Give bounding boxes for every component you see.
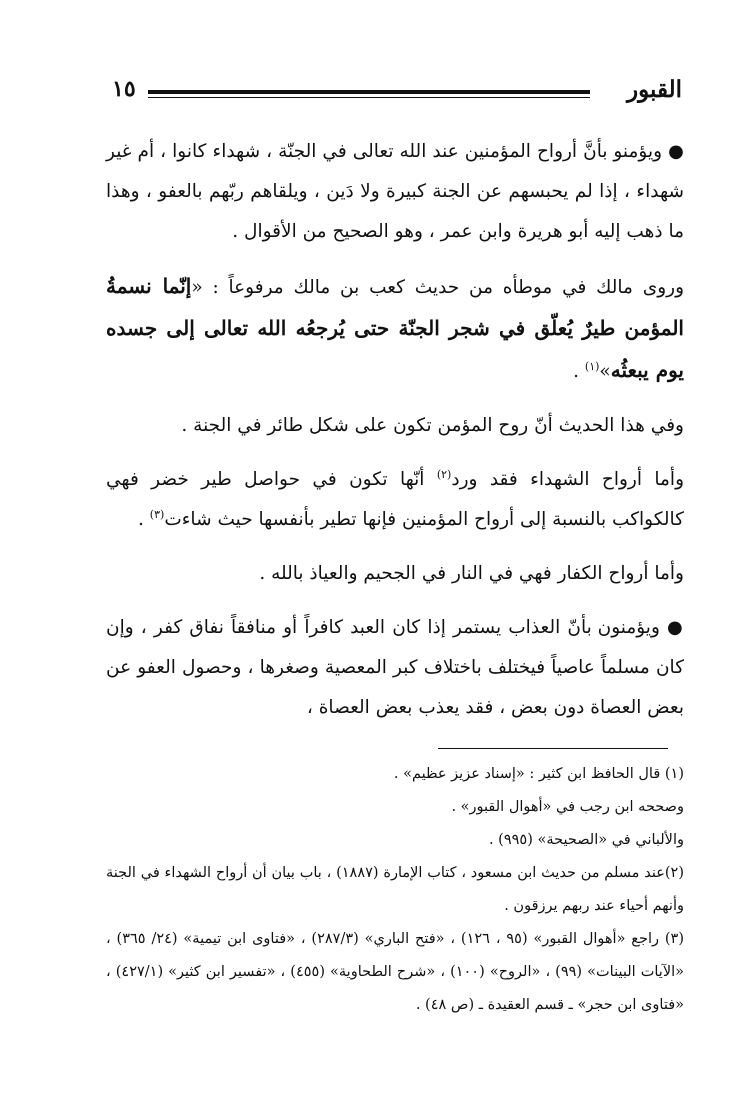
bullet-icon: ● — [667, 617, 685, 638]
paragraph-2-intro: وروى مالك في موطأه من حديث كعب بن مالك مرفوعاً : « — [191, 277, 684, 298]
header-rule — [148, 90, 590, 94]
paragraph-1-text: ويؤمنو بأنَّ أرواح المؤمنين عند الله تعالى في الجنّة ، شهداء كانوا ، أم غير شهداء ، إذا لم يحبسهم عن الجنة كبيرة ولا دَين ، ويلقاهم ربّهم بالعفو ، وهذا ما ذهب إليه أبو هريرة وابن عمر ، وهو الصحيح من الأقوال . — [106, 141, 684, 242]
paragraph-3-text: وفي هذا الحديث أنّ روح المؤمن تكون على شكل طائر في الجنة . — [181, 415, 684, 436]
footnote-ref-3: (٣) — [149, 507, 165, 521]
paragraph-5-text: وأما أرواح الكفار فهي في النار في الجحيم والعياذ بالله . — [259, 563, 684, 584]
bullet-icon: ● — [668, 141, 684, 162]
footnote-ref-2: (٢) — [436, 467, 452, 481]
footnotes — [106, 758, 684, 1022]
hadith-quote: إنّما نسمةُ المؤمن طيرٌ يُعلّق في شجر الجنّة حتى يُرجعُه الله تعالى إلى جسده يوم يبعثُه — [106, 274, 684, 382]
paragraph-2-end: . — [573, 361, 585, 382]
header-rule-thin — [148, 97, 590, 98]
paragraph-5 — [106, 554, 684, 594]
footnote-1a: (١) قال الحافظ ابن كثير : «إسناد عزيز عظيم» . — [393, 766, 684, 782]
paragraph-4 — [106, 460, 684, 540]
page-number: ١٥ — [112, 76, 136, 102]
paragraph-1 — [106, 132, 684, 252]
page-header — [112, 76, 682, 110]
footnote-3: (٣) راجع «أهوال القبور» (٩٥ ، ١٢٦) ، «فتح الباري» (٢٨٧/٣) ، «فتاوى ابن تيمية» (٢٤/ ٣٦٥) ، «الآيات البينات» (٩٩) ، «الروح» (١٠٠) ، «شرح الطحاوية» (٤٥٥) ، «تفسير ابن كثير» (٤٢٧/١) ، «فتاوى ابن حجر» ـ قسم العقيدة ـ (ص ٤٨) . — [106, 931, 684, 1013]
paragraph-6 — [106, 608, 684, 728]
paragraph-4-text-b: أنّها تكون في حواصل طير خضر فهي كالكواكب بالنسبة إلى أرواح المؤمنين فإنها تطير بأنفسها حيث شاءت — [106, 469, 684, 530]
quote-close: » — [599, 361, 611, 382]
paragraph-4-text-a: وأما أرواح الشهداء فقد ورد — [451, 469, 685, 490]
paragraph-2 — [106, 266, 684, 392]
paragraph-4-end: . — [138, 509, 150, 530]
paragraph-6-text: ويؤمنون بأنّ العذاب يستمر إذا كان العبد كافراً أو منافقاً نفاق كفر ، وإن كان مسلماً عاصياً فيختلف باختلاف كبر المعصية وصغرها ، وحصول العفو عن بعض العصاة دون بعض ، فقد يعذب بعض العصاة ، — [106, 617, 684, 718]
paragraph-3 — [106, 406, 684, 446]
main-text — [106, 132, 684, 742]
footnote-1b: وصححه ابن رجب في «أهوال القبور» . — [451, 799, 684, 815]
running-title: القبور — [627, 76, 682, 103]
footnote-2: (٢)عند مسلم من حديث ابن مسعود ، كتاب الإمارة (١٨٨٧) ، باب بيان أن أرواح الشهداء في الجنة وأنهم أحياء عند ربهم يرزقون . — [106, 865, 684, 914]
footnote-1c: والألباني في «الصحيحة» (٩٩٥) . — [488, 832, 684, 848]
footnote-ref-1: (١) — [584, 359, 600, 373]
footnote-separator — [438, 748, 668, 749]
